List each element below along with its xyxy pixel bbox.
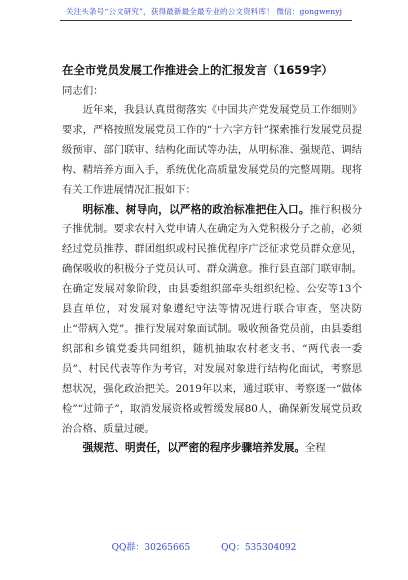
intro-paragraph: 近年来，我县认真贯彻落实《中国共产党发展党员工作细则》要求，严格按照发展党员工作的“十六字方针”探索推行发展党员提级预审、部门联审、结构化面试等办法，从明标准、强规范、调结构、精培养方面入手，系统优化高质量发展党员的完整周期。现将有关工作进展情况汇报如下： <box>62 104 362 196</box>
section1-heading: 明标准、树导向，以严格的政治标准把住入口。 <box>82 203 310 216</box>
footer-qq-group: QQ群：30265665 <box>111 543 191 553</box>
salutation: 同志们： <box>62 85 104 97</box>
section2-heading: 强规范、明责任，以严密的程序步骤培养发展。 <box>82 442 306 455</box>
section1-body: 推行积极分子推优制。要求农村入党申请人在确定为入党积极分子之前，必须经过党员推荐、群团组织或村民推优程序广泛征求党员群众意见，确保吸收的积极分子党员认可、群众满意。推行县直部门联审制。在确定发展对象阶段，由县委组织部牵头组织纪检、公安等13个县直单位，对发展对象遵纪守法等情况进行联合审查，坚决防止“带病入党”。推行发展对象面试制。吸收预备党员前，由县委组织部和乡镇党委共同组织，随机抽取农村老支书、“两代表一委员”、村民代表等作为考官，对发展对象进行结构化面试，考察思想状况，强化政治把关。2019年以来，通过联审、考察逐一“做体检”“过筛子”，取消发展资格或暂缓发展80人，确保新发展党员政治合格、质量过硬。 <box>62 203 362 435</box>
header-divider <box>60 20 352 21</box>
footer-contact <box>0 540 408 553</box>
section2-paragraph <box>62 439 362 459</box>
section1-paragraph <box>62 201 362 440</box>
header-banner: 关注头条号“公文研究”，获得最新最全最专业的公文资料库！ 微信：gongwenyj <box>65 7 343 16</box>
section2-body: 全程 <box>305 442 326 455</box>
document-title: 在全市党员发展工作推进会上的汇报发言（1659字） <box>62 63 333 77</box>
footer-qq: QQ：535304092 <box>221 543 297 553</box>
document-body <box>62 101 362 459</box>
